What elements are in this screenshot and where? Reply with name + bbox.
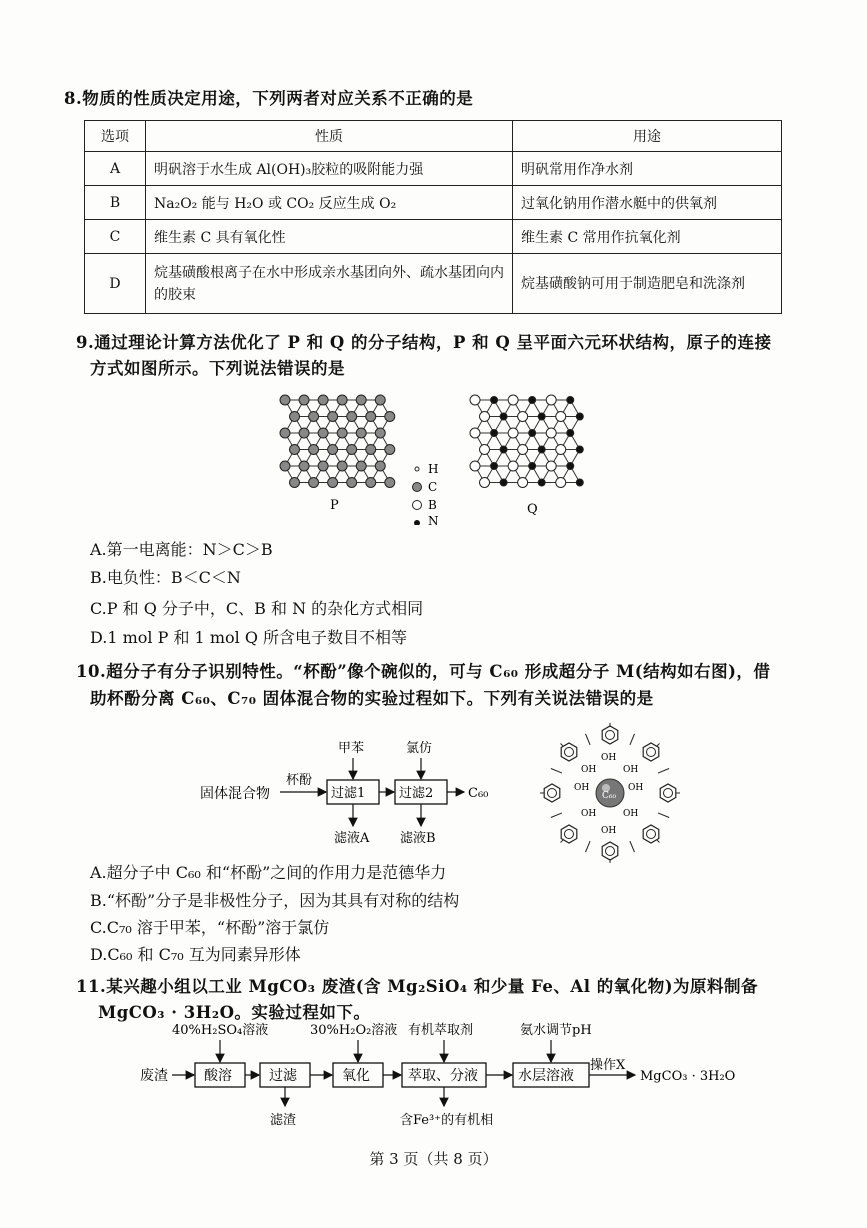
header-property: 性质 [146, 121, 513, 152]
oh-label: OH [601, 753, 617, 763]
q9-option-b: B.电负性：B＜C＜N [90, 568, 241, 587]
flow11-product: MgCO₃ · 3H₂O [640, 1069, 736, 1084]
row-property: 明矾溶于水生成 Al(OH)₃胶粒的吸附能力强 [146, 152, 513, 186]
flow10-top1: 甲苯 [338, 741, 365, 756]
flow11-start: 废渣 [140, 1068, 168, 1084]
legend-c-icon [413, 483, 422, 492]
flow10-reagent: 杯酚 [286, 773, 313, 788]
atom [500, 413, 507, 420]
atom [356, 395, 366, 405]
oh-label: OH [601, 826, 617, 836]
atom [567, 463, 574, 470]
flow10-top2: 氯仿 [406, 741, 433, 756]
benzene-ring [602, 842, 618, 860]
q9-molecule-figure [270, 385, 600, 525]
flow10-bottom2: 滤液B [400, 831, 436, 846]
oh-label: OH [623, 765, 639, 775]
flow10-product: C₆₀ [468, 786, 489, 801]
benzene-ring [561, 743, 577, 761]
q8-stem: 8.物质的性质决定用途，下列两者对应关系不正确的是 [64, 89, 474, 108]
flow11-top-extractant: 有机萃取剂 [408, 1023, 474, 1038]
atom [375, 461, 385, 471]
legend-n: N [428, 514, 439, 525]
atom [280, 395, 290, 405]
atom [318, 428, 328, 438]
oh-label: OH [581, 765, 597, 775]
oh-label: OH [581, 809, 597, 819]
atom [290, 478, 300, 488]
atom [375, 395, 385, 405]
row-use: 过氧化钠用作潜水艇中的供氧剂 [513, 186, 782, 220]
flow11-bottom-residue: 滤渣 [270, 1113, 297, 1128]
label-q: Q [527, 502, 538, 517]
flow11-op: 操作X [590, 1058, 626, 1073]
row-use: 烷基磺酸钠可用于制造肥皂和洗涤剂 [513, 254, 782, 314]
atom [491, 397, 498, 404]
calixarene-c60-structure [535, 718, 685, 868]
atom [480, 445, 490, 455]
atom [576, 413, 583, 420]
atom [529, 430, 536, 437]
atom [518, 478, 528, 488]
molecule-q-diagram [470, 395, 583, 488]
row-option: D [85, 254, 146, 314]
row-property: 烷基磺酸根离子在水中形成亲水基团向外、疏水基团向内的胶束 [146, 254, 513, 314]
legend-h: H [428, 462, 439, 476]
atom [318, 395, 328, 405]
atom [538, 446, 545, 453]
atom [556, 412, 566, 422]
atom [356, 461, 366, 471]
legend-b: B [428, 498, 437, 512]
table-header-row [85, 121, 782, 152]
benzene-ring [660, 784, 676, 802]
page-footer: 第 3 页（共 8 页） [369, 1150, 498, 1168]
atom [508, 395, 518, 405]
atom [546, 461, 556, 471]
atom [356, 428, 366, 438]
q11-flow-diagram [120, 1018, 800, 1130]
row-option: A [85, 152, 146, 186]
q9-option-d: D.1 mol P 和 1 mol Q 所含电子数目不相等 [90, 628, 408, 647]
atom [280, 461, 290, 471]
benzene-ring [544, 784, 560, 802]
oh-label: OH [628, 783, 644, 793]
label-p: P [330, 498, 339, 513]
legend-c: C [428, 480, 438, 494]
q9-option-a: A.第一电离能：N＞C＞B [90, 540, 273, 559]
atom [328, 478, 338, 488]
atom [529, 397, 536, 404]
row-use: 明矾常用作净水剂 [513, 152, 782, 186]
atom [347, 412, 357, 422]
atom [385, 478, 395, 488]
q10-option-c: C.C₇₀ 溶于甲苯，“杯酚”溶于氯仿 [90, 918, 330, 937]
q10-option-b: B.“杯酚”分子是非极性分子，因为其具有对称的结构 [90, 891, 460, 910]
benzene-ring [643, 825, 659, 843]
atom [299, 428, 309, 438]
oh-label: OH [623, 809, 639, 819]
row-option: C [85, 220, 146, 254]
atom [546, 428, 556, 438]
flow11-box-extract-label: 萃取、分液 [408, 1068, 478, 1084]
atom [546, 395, 556, 405]
atom [337, 428, 347, 438]
atom [328, 445, 338, 455]
benzene-ring [643, 743, 659, 761]
atom [491, 430, 498, 437]
row-use: 维生素 C 常用作抗氧化剂 [513, 220, 782, 254]
atom [347, 478, 357, 488]
atom [480, 478, 490, 488]
row-option: B [85, 186, 146, 220]
q10-flow-diagram [200, 730, 520, 850]
oh-label: OH [574, 783, 590, 793]
atom [480, 412, 490, 422]
header-use: 用途 [513, 121, 782, 152]
flow11-box-filter-label: 过滤 [269, 1068, 297, 1084]
flow11-box-acid-label: 酸溶 [204, 1068, 232, 1084]
flow10-box2-label: 过滤2 [399, 786, 434, 801]
legend-b-icon [413, 501, 422, 510]
q9-stem-line2: 方式如图所示。下列说法错误的是 [90, 359, 345, 378]
atom [556, 445, 566, 455]
atom [309, 412, 319, 422]
atom [375, 428, 385, 438]
q10-stem-line2: 助杯酚分离 C₆₀、C₇₀ 固体混合物的实验过程如下。下列有关说法错误的是 [90, 689, 654, 708]
atom [385, 445, 395, 455]
atom [529, 463, 536, 470]
legend-n-icon [414, 520, 420, 525]
q11-stem-line2: MgCO₃ · 3H₂O。实验过程如下。 [98, 1003, 371, 1022]
atom [280, 428, 290, 438]
atom [500, 446, 507, 453]
atom [556, 478, 566, 488]
atom [347, 445, 357, 455]
legend-h-icon [415, 467, 419, 471]
atom [567, 397, 574, 404]
flow11-bottom-organic: 含Fe³⁺的有机相 [400, 1113, 494, 1128]
atom [299, 395, 309, 405]
atom [491, 463, 498, 470]
flow10-bottom1: 滤液A [334, 831, 370, 846]
q9-option-c: C.P 和 Q 分子中，C、B 和 N 的杂化方式相同 [90, 599, 424, 618]
q10-option-a: A.超分子中 C₆₀ 和“杯酚”之间的作用力是范德华力 [90, 863, 447, 882]
flow11-top-acid: 40%H₂SO₄溶液 [172, 1023, 269, 1038]
atom [366, 478, 376, 488]
row-property: Na₂O₂ 能与 H₂O 或 CO₂ 反应生成 O₂ [146, 186, 513, 220]
atom [328, 412, 338, 422]
atom [337, 461, 347, 471]
atom [309, 478, 319, 488]
flow11-box-oxidize-label: 氧化 [342, 1068, 370, 1084]
row-property: 维生素 C 具有氧化性 [146, 220, 513, 254]
atom [337, 395, 347, 405]
atom [500, 479, 507, 486]
table-row [85, 254, 782, 314]
atom [290, 445, 300, 455]
flow10-start: 固体混合物 [200, 786, 270, 802]
table-row [85, 152, 782, 186]
atom [318, 461, 328, 471]
q10-stem-line1: 10.超分子有分子识别特性。“杯酚”像个碗似的，可与 C₆₀ 形成超分子 M(结构如右图)，借 [76, 662, 771, 681]
atom [366, 445, 376, 455]
table-row [85, 220, 782, 254]
benzene-ring [602, 726, 618, 744]
atom [470, 461, 480, 471]
atom [567, 430, 574, 437]
atom [309, 445, 319, 455]
header-option: 选项 [85, 121, 146, 152]
atom [518, 412, 528, 422]
atom [366, 412, 376, 422]
q11-stem-line1: 11.某兴趣小组以工业 MgCO₃ 废渣(含 Mg₂SiO₄ 和少量 Fe、Al 的氧化物)为原料制备 [76, 977, 759, 996]
atom [470, 428, 480, 438]
q10-option-d: D.C₆₀ 和 C₇₀ 互为同素异形体 [90, 945, 301, 964]
atom [518, 445, 528, 455]
atom [290, 412, 300, 422]
atom [538, 413, 545, 420]
atom [508, 428, 518, 438]
atom [538, 479, 545, 486]
atom [508, 461, 518, 471]
flow11-top-ammonia: 氨水调节pH [520, 1023, 592, 1038]
c60-label: C₆₀ [602, 791, 617, 801]
molecule-p-diagram [280, 395, 395, 488]
flow11-box-aqueous-label: 水层溶液 [518, 1068, 574, 1084]
atom [576, 446, 583, 453]
atom [299, 461, 309, 471]
q9-stem-line1: 9.通过理论计算方法优化了 P 和 Q 的分子结构，P 和 Q 呈平面六元环状结构，原子的连接 [76, 333, 772, 352]
q8-table [84, 120, 782, 314]
atom [385, 412, 395, 422]
table-row [85, 186, 782, 220]
flow10-box1-label: 过滤1 [331, 786, 366, 801]
flow11-top-h2o2: 30%H₂O₂溶液 [310, 1023, 398, 1038]
benzene-ring [561, 825, 577, 843]
atom [470, 395, 480, 405]
atom [576, 479, 583, 486]
